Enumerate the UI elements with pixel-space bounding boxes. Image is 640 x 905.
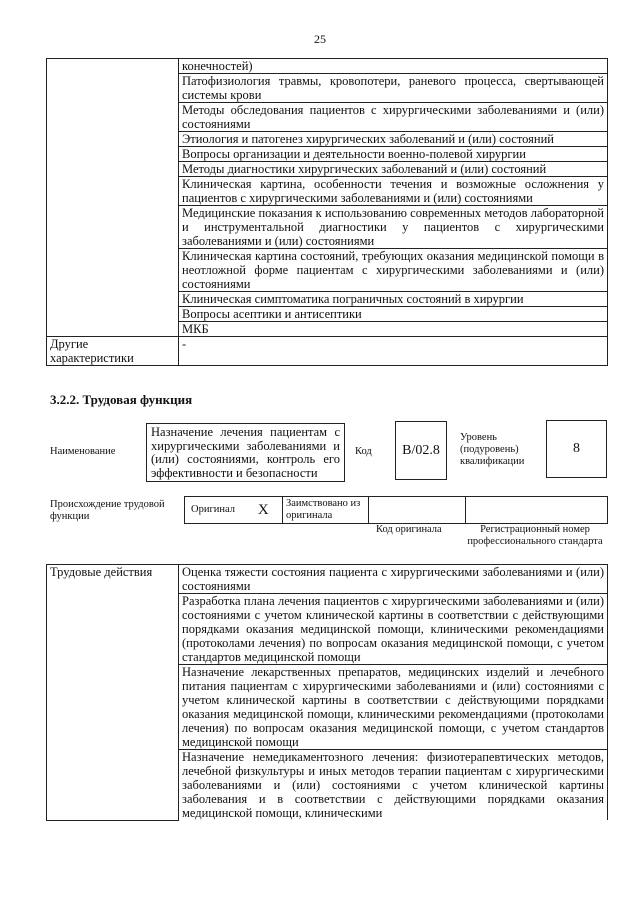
borrowed-label: Заимствовано из оригинала — [283, 497, 369, 524]
level-label: Уровень (подуровень) квалификации — [460, 432, 525, 467]
action-item: Оценка тяжести состояния пациента с хирургическими заболеваниями и (или) состояниями — [179, 565, 608, 594]
other-characteristics-value: - — [179, 337, 608, 366]
origin-label: Происхождение трудовой функции — [50, 499, 165, 522]
actions-label: Трудовые действия — [47, 565, 179, 821]
page-number: 25 — [314, 32, 326, 46]
knowledge-item: конечностей) — [179, 59, 608, 74]
knowledge-item: Клиническая картина состояний, требующих оказания медицинской помощи в неотложной форме пациентам с хирургическими заболеваниями и (или) состояниями — [179, 249, 608, 292]
knowledge-item: Медицинские показания к использованию современных методов лабораторной и инструментальной диагностики у пациентов с хирургическими заболеваниями и (или) состояниями — [179, 206, 608, 249]
knowledge-item: Методы обследования пациентов с хирургическими заболеваниями и (или) состояниями — [179, 103, 608, 132]
action-item: Разработка плана лечения пациентов с хирургическими заболеваниями и (или) состояниями с учетом клинической картины в соответствии с действующими порядками оказания медицинской помощи, клиническими рекомендациями (протоколами лечения) по вопросам оказания медицинской помощи, с учетом стандартов медицинской помощи — [179, 594, 608, 665]
empty-label-cell — [47, 59, 179, 337]
origin-table — [184, 496, 608, 524]
knowledge-item: Клиническая картина, особенности течения и возможные осложнения у пациентов с хирургическими заболеваниями и (или) состояниями — [179, 177, 608, 206]
name-label: Наименование — [50, 446, 116, 457]
knowledge-item: МКБ — [179, 322, 608, 337]
original-label: Оригинал — [185, 497, 245, 524]
knowledge-table — [46, 58, 608, 366]
table-row — [47, 59, 608, 74]
action-item: Назначение немедикаментозного лечения: физиотерапевтических методов, лечебной физкультуры и иных методов терапии пациентам с хирургическими заболеваниями и (или) состояниями с учетом клинической картины заболевания и в соответствии с действующими порядками оказания медицинской помощи, клиническими — [179, 750, 608, 821]
code-label: Код — [355, 446, 372, 457]
section-heading: 3.2.2. Трудовая функция — [50, 392, 193, 407]
original-mark: X — [245, 497, 283, 524]
knowledge-item: Вопросы асептики и антисептики — [179, 307, 608, 322]
actions-table — [46, 564, 608, 821]
knowledge-item: Методы диагностики хирургических заболеваний и (или) состояний — [179, 162, 608, 177]
action-item: Назначение лекарственных препаратов, медицинских изделий и лечебного питания пациентам с хирургическими заболеваниями и (или) состояниями с учетом клинической картины в соответствии с действующими порядками оказания медицинской помощи, клиническими рекомендациями (протоколами лечения) по вопросам оказания медицинской помощи, с учетом стандартов медицинской помощи — [179, 665, 608, 750]
table-row — [185, 497, 608, 524]
table-row — [47, 337, 608, 366]
knowledge-item: Патофизиология травмы, кровопотери, раневого процесса, свертывающей системы крови — [179, 74, 608, 103]
reg-caption: Регистрационный номер профессионального стандарта — [467, 524, 603, 547]
knowledge-item: Этиология и патогенез хирургических заболеваний и (или) состояний — [179, 132, 608, 147]
table-row — [47, 565, 608, 594]
reg-number-cell — [466, 497, 608, 524]
code-value-box: B/02.8 — [395, 421, 447, 480]
knowledge-item: Вопросы организации и деятельности военно-полевой хирургии — [179, 147, 608, 162]
original-code-cell — [369, 497, 466, 524]
function-name-box: Назначение лечения пациентам с хирургическими заболеваниями и (или) состояниями, контроль его эффективности и безопасности — [146, 423, 345, 482]
knowledge-item: Клиническая симптоматика пограничных состояний в хирургии — [179, 292, 608, 307]
other-characteristics-label: Другие характеристики — [47, 337, 179, 366]
level-value-box: 8 — [546, 420, 607, 478]
code-caption: Код оригинала — [376, 524, 442, 535]
